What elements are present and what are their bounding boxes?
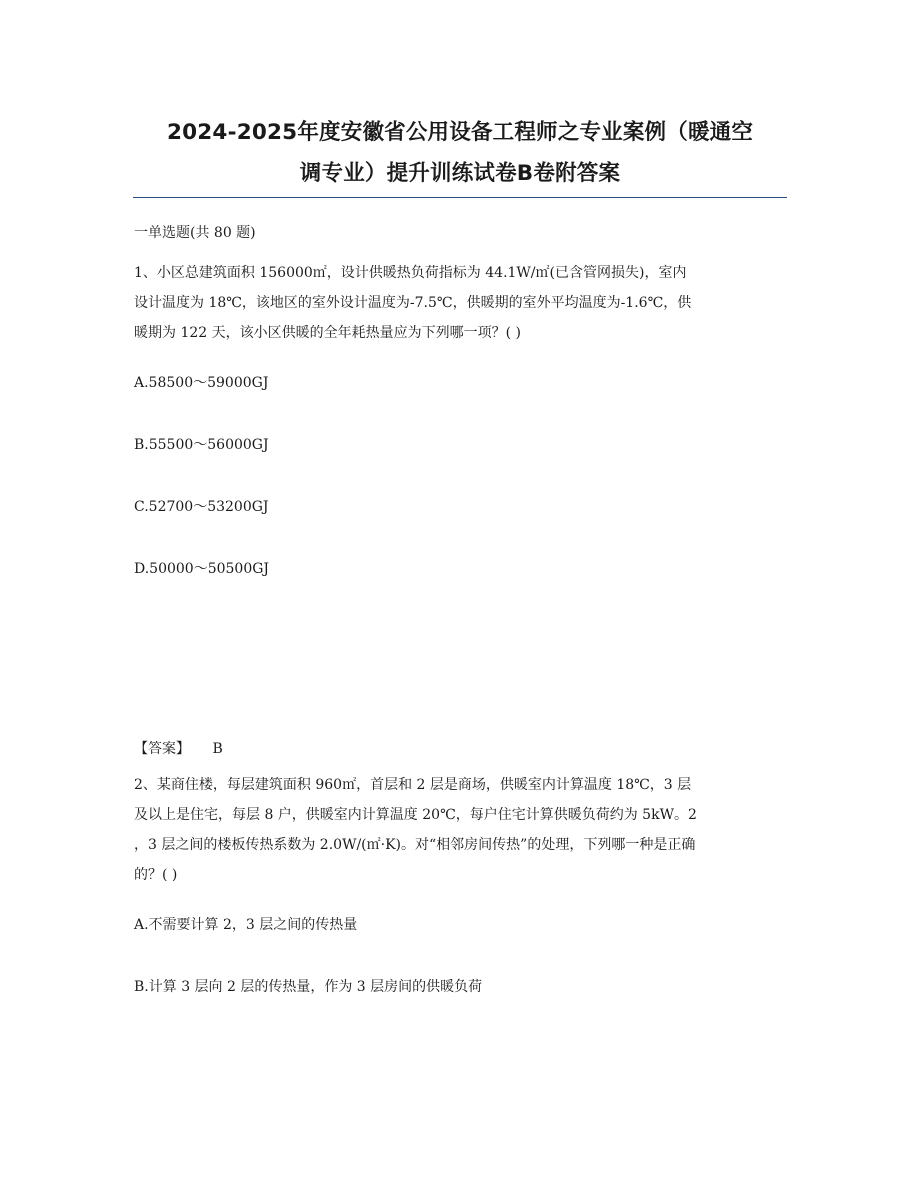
question-1-line-2: 设计温度为 18℃，该地区的室外设计温度为-7.5℃，供暖期的室外平均温度为-1.6℃，供 bbox=[134, 295, 692, 311]
question-2-text bbox=[134, 770, 794, 890]
title-line-1: 2024-2025年度安徽省公用设备工程师之专业案例（暖通空 bbox=[166, 120, 754, 145]
answer-value: B bbox=[212, 741, 223, 757]
question-2-option-b: B.计算 3 层向 2 层的传热量，作为 3 层房间的供暖负荷 bbox=[134, 979, 483, 995]
question-2-option-a: A.不需要计算 2，3 层之间的传热量 bbox=[134, 917, 358, 933]
question-2-line-4: 的？( ) bbox=[134, 867, 178, 883]
question-1-option-a: A.58500～59000GJ bbox=[134, 375, 269, 391]
question-1-option-c: C.52700～53200GJ bbox=[134, 499, 269, 515]
question-2-line-2: 及以上是住宅，每层 8 户，供暖室内计算温度 20℃，每户住宅计算供暖负荷约为 5kW。2 bbox=[134, 807, 697, 823]
answer-label: 【答案】 bbox=[134, 741, 190, 757]
document-title bbox=[110, 112, 810, 194]
title-line-2: 调专业）提升训练试卷B卷附答案 bbox=[299, 161, 621, 186]
question-2-line-1: 2、某商住楼，每层建筑面积 960㎡，首层和 2 层是商场，供暖室内计算温度 18℃，3 层 bbox=[134, 777, 692, 793]
question-1-answer bbox=[134, 738, 223, 760]
question-1-line-3: 暖期为 122 天，该小区供暖的全年耗热量应为下列哪一项？( ) bbox=[134, 325, 521, 341]
title-divider bbox=[133, 197, 787, 198]
question-1-text bbox=[134, 258, 794, 348]
question-2-line-3: ，3 层之间的楼板传热系数为 2.0W/(㎡·K)。对“相邻房间传热”的处理，下列哪一种是正确 bbox=[134, 837, 696, 853]
section-heading: 一单选题(共 80 题) bbox=[134, 225, 256, 241]
question-1-option-d: D.50000～50500GJ bbox=[134, 561, 270, 577]
question-1-line-1: 1、小区总建筑面积 156000㎡，设计供暖热负荷指标为 44.1W/㎡(已含管网损失)，室内 bbox=[134, 265, 687, 281]
question-1-option-b: B.55500～56000GJ bbox=[134, 437, 269, 453]
